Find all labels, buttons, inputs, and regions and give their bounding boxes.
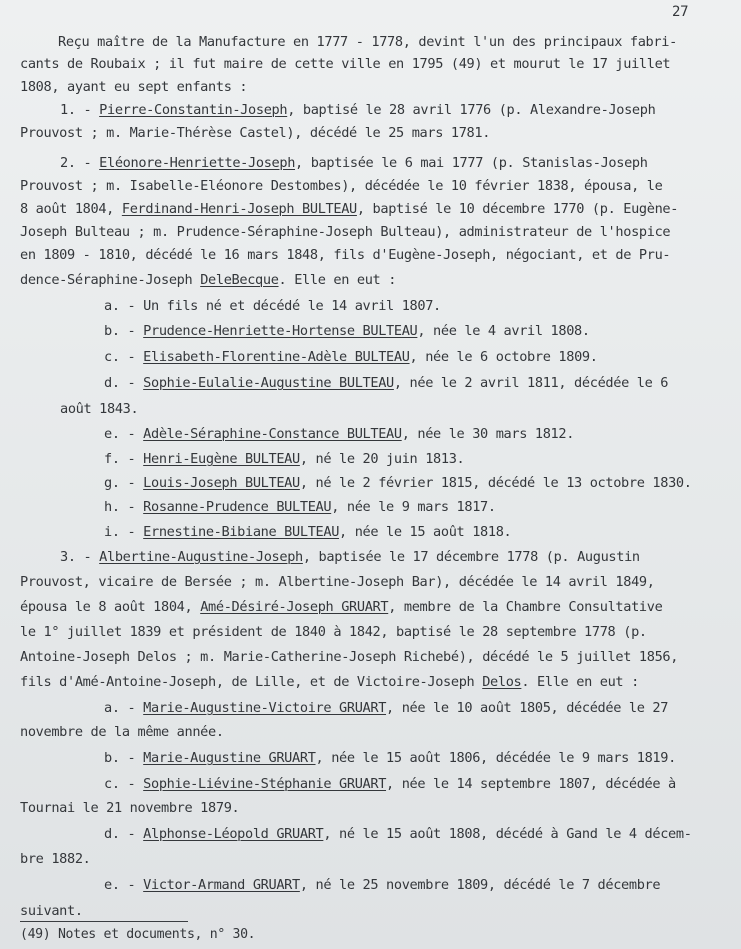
text-segment: Tournai le 21 novembre 1879. [20,800,240,816]
text-segment: Prouvost ; m. Isabelle-Eléonore Destombes), décédée le 10 février 1838, épousa, le [20,178,663,194]
text-segment: . Elle en eut : [521,674,639,690]
text-line [20,125,490,141]
underlined-name: Marie-Augustine-Victoire GRUART [143,700,387,716]
text-line [20,649,678,665]
text-line [60,401,138,417]
text-line [104,323,590,339]
underlined-name: Adèle-Séraphine-Constance BULTEAU [143,426,402,442]
text-line [104,776,676,792]
text-segment: Joseph Bulteau ; m. Prudence-Séraphine-Joseph Bulteau), administrateur de l'hospice [20,224,671,240]
underlined-name: Marie-Augustine GRUART [143,750,316,766]
underlined-name: Elisabeth-Florentine-Adèle BULTEAU [143,349,410,365]
text-line [58,34,677,50]
text-segment: , née le 10 août 1805, décédée le 27 [386,700,669,716]
text-line [20,79,247,95]
text-line [104,826,692,842]
text-segment: a. - [104,700,144,716]
underlined-name: Rosanne-Prudence BULTEAU [143,499,332,515]
text-line [20,272,396,288]
underlined-name: Alphonse-Léopold GRUART [143,826,324,842]
text-segment: 1808, ayant eu sept enfants : [20,79,248,95]
text-line [104,700,668,716]
underlined-name: Pierre-Constantin-Joseph [99,102,288,118]
underlined-name: Albertine-Augustine-Joseph [99,549,303,565]
text-segment: bre 1882. [20,851,91,867]
text-segment: en 1809 - 1810, décédé le 16 mars 1848, fils d'Eugène-Joseph, négociant, et de Pru- [20,247,671,263]
underlined-name: Delos [482,674,522,690]
text-segment: 8 août 1804, [20,201,122,217]
text-segment: , membre de la Chambre Consultative [388,599,663,615]
text-line [20,599,662,615]
underlined-name: Sophie-Eulalie-Augustine BULTEAU [143,375,394,391]
text-segment: novembre de la même année. [20,724,224,740]
footnote-rule [20,921,188,922]
text-segment: Antoine-Joseph Delos ; m. Marie-Catherine-Joseph Richebé), décédé le 5 juillet 1856, [20,649,679,665]
text-line [20,178,662,194]
text-line [104,298,441,314]
text-segment: , baptisé le 28 avril 1776 (p. Alexandre-Joseph [287,102,656,118]
underlined-name: Amé-Désiré-Joseph GRUART [200,599,389,615]
text-segment: b. - [104,750,144,766]
text-segment: , né le 15 août 1808, décédé à Gand le 4 décem- [323,826,692,842]
text-segment: e. - [104,877,144,893]
text-segment: , née le 9 mars 1817. [331,499,496,515]
text-line [60,155,648,171]
underlined-name: Victor-Armand GRUART [143,877,300,893]
text-line [104,426,574,442]
text-segment: , née le 15 août 1806, décédée le 9 mars 1819. [315,750,676,766]
text-segment: , baptisée le 6 mai 1777 (p. Stanislas-Joseph [295,155,648,171]
text-segment: f. - [104,451,144,467]
text-line [60,549,640,565]
underlined-name: Prudence-Henriette-Hortense BULTEAU [143,323,418,339]
text-segment: g. - [104,475,144,491]
text-line [104,877,660,893]
text-segment: a. - Un fils né et décédé le 14 avril 1807. [104,298,441,314]
text-segment: c. - [104,349,144,365]
page-number: 27 [672,4,689,20]
text-line [20,674,639,690]
text-line [20,724,224,740]
text-line [104,475,692,491]
underlined-name: Henri-Eugène BULTEAU [143,451,300,467]
text-segment: , née le 30 mars 1812. [401,426,575,442]
text-segment: d. - [104,375,144,391]
text-segment: , baptisée le 17 décembre 1778 (p. Augustin [302,549,640,565]
text-segment: , née le 6 octobre 1809. [409,349,598,365]
text-line [60,102,655,118]
text-segment: b. - [104,323,144,339]
text-line [20,903,83,919]
text-segment: Prouvost ; m. Marie-Thérèse Castel), décédé le 25 mars 1781. [20,125,491,141]
text-line [20,574,655,590]
text-segment: le 1° juillet 1839 et président de 1840 à 1842, baptisé le 28 septembre 1778 (p. [20,624,647,640]
text-segment: h. - [104,499,144,515]
text-line [104,451,464,467]
text-line [104,750,676,766]
text-segment: épousa le 8 août 1804, [20,599,201,615]
text-segment: i. - [104,524,144,540]
text-segment: , né le 20 juin 1813. [299,451,465,467]
text-line [104,499,496,515]
text-segment: cants de Roubaix ; il fut maire de cette ville en 1795 (49) et mourut le 17 juillet [20,56,671,72]
text-line [20,800,239,816]
text-segment: dence-Séraphine-Joseph [20,272,201,288]
text-line [20,624,647,640]
text-line [20,56,670,72]
text-segment: 2. - [60,155,100,171]
text-segment: e. - [104,426,144,442]
text-segment: Prouvost, vicaire de Bersée ; m. Albertine-Joseph Bar), décédée le 14 avril 1849, [20,574,655,590]
text-line [104,524,511,540]
text-segment: , baptisé le 10 décembre 1770 (p. Eugène- [356,201,679,217]
text-segment: 1. - [60,102,100,118]
text-segment: , née le 14 septembre 1807, décédée à [386,776,676,792]
text-segment: , né le 2 février 1815, décédé le 13 octobre 1830. [299,475,692,491]
text-segment: fils d'Amé-Antoine-Joseph, de Lille, et de Victoire-Joseph [20,674,483,690]
underlined-name: DeleBecque [200,272,279,288]
text-segment: d. - [104,826,144,842]
text-line [20,851,91,867]
text-line [20,224,670,240]
text-segment: Reçu maître de la Manufacture en 1777 - 1778, devint l'un des principaux fabri- [58,34,677,50]
text-segment: . Elle en eut : [278,272,397,288]
underlined-name: Sophie-Liévine-Stéphanie GRUART [143,776,387,792]
text-segment: , née le 4 avril 1808. [417,323,590,339]
underlined-name: Ernestine-Bibiane BULTEAU [143,524,340,540]
text-segment: 3. - [60,549,100,565]
text-segment: août 1843. [60,401,139,417]
text-segment: , née le 2 avril 1811, décédée le 6 [393,375,669,391]
text-line [104,375,668,391]
text-line [20,247,670,263]
text-segment: c. - [104,776,144,792]
underlined-name: Eléonore-Henriette-Joseph [99,155,296,171]
text-segment: , né le 25 novembre 1809, décédé le 7 décembre [299,877,661,893]
text-segment: suivant. [20,903,83,919]
underlined-name: Louis-Joseph BULTEAU [143,475,300,491]
text-line [20,201,678,217]
text-segment: , née le 15 août 1818. [339,524,512,540]
underlined-name: Ferdinand-Henri-Joseph BULTEAU [121,201,357,217]
footnote: (49) Notes et documents, n° 30. [20,927,256,942]
text-line [104,349,598,365]
